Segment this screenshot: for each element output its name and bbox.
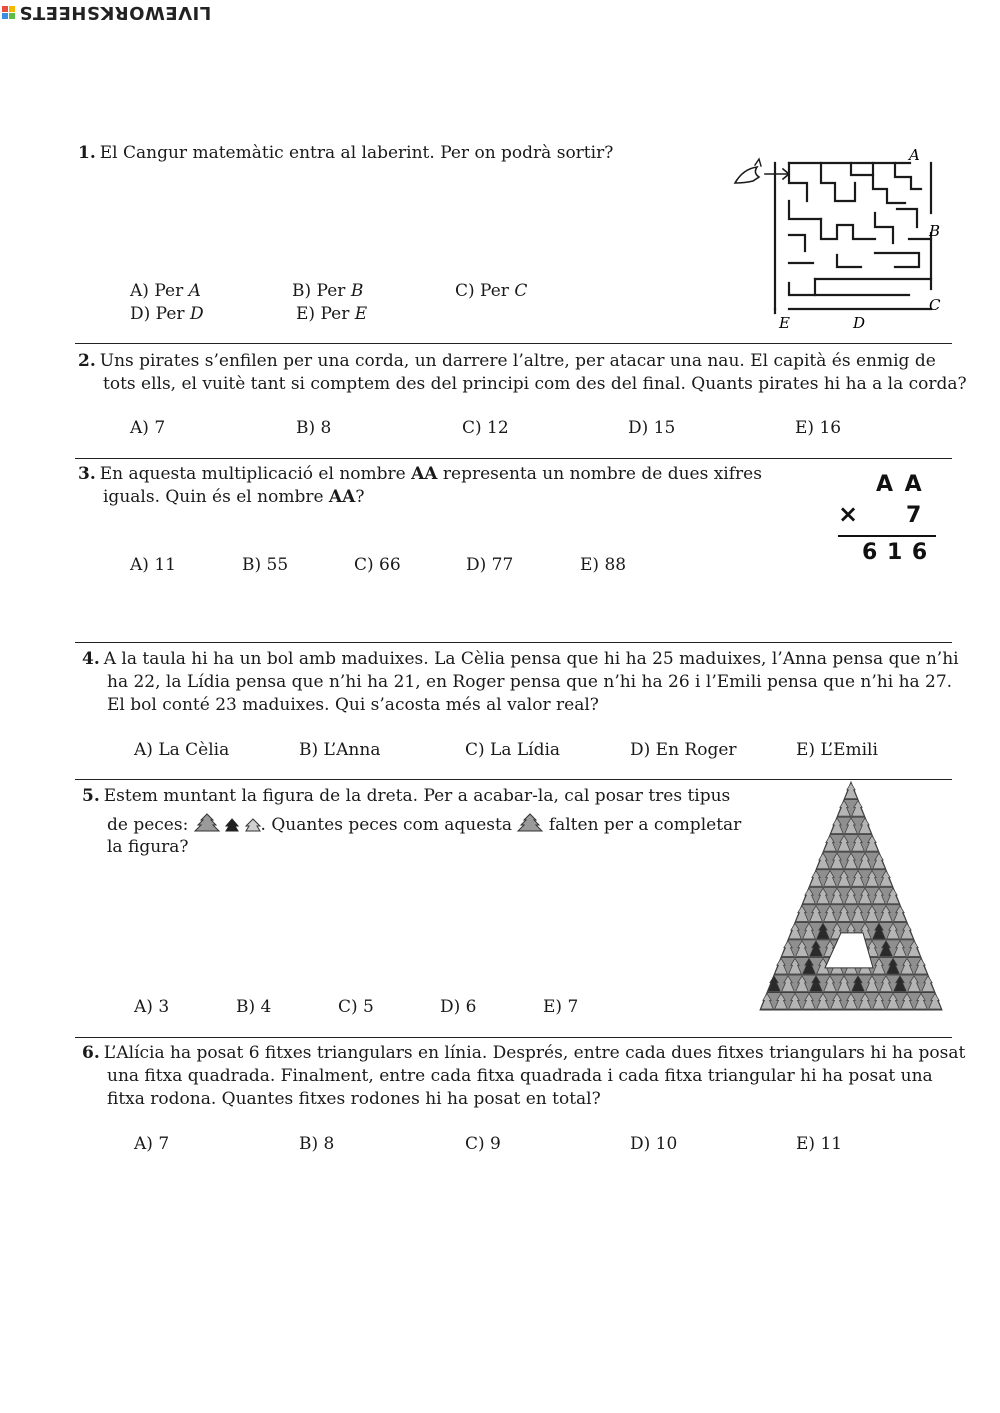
q5-option-d[interactable]: D) 6 <box>440 997 477 1017</box>
piece-large-icon <box>194 813 220 833</box>
q6-option-b[interactable]: B) 8 <box>299 1134 335 1154</box>
q3-option-c[interactable]: C) 66 <box>354 555 401 575</box>
q6-option-a[interactable]: A) 7 <box>134 1134 170 1154</box>
q1-option-c[interactable]: C) Per C <box>455 281 528 301</box>
liveworksheets-logo <box>0 0 211 24</box>
question-5-text-line-2: de peces: . Quantes peces com aquesta falten per a completar <box>107 815 742 835</box>
q4-option-e[interactable]: E) L’Emili <box>796 740 878 760</box>
q5-option-e[interactable]: E) 7 <box>543 997 579 1017</box>
question-6-text-line-2: una fitxa quadrada. Finalment, entre cada fitxa quadrada i cada fitxa triangular hi ha posat una <box>107 1066 933 1086</box>
question-3-text-line-2: iguals. Quin és el nombre AA? <box>103 487 365 507</box>
kangaroo-icon <box>735 167 759 183</box>
q5-option-b[interactable]: B) 4 <box>236 997 272 1017</box>
maze-label-b: B <box>929 222 941 240</box>
q4-option-d[interactable]: D) En Roger <box>630 740 737 760</box>
q6-option-c[interactable]: C) 9 <box>465 1134 501 1154</box>
q2-option-c[interactable]: C) 12 <box>462 418 509 438</box>
arrow-icon <box>765 169 789 179</box>
q2-option-a[interactable]: A) 7 <box>130 418 166 438</box>
maze-label-d: D <box>853 314 866 332</box>
logo-squares-icon <box>2 6 15 19</box>
piece-light-icon <box>245 818 261 832</box>
question-4-text-line-1: 4. A la taula hi ha un bol amb maduixes. La Cèlia pensa que hi ha 25 maduixes, l’Anna pensa que n’hi <box>82 649 959 669</box>
question-5-text-line-3: la figura? <box>107 837 189 857</box>
piece-dark-icon <box>225 818 239 832</box>
q4-option-b[interactable]: B) L’Anna <box>299 740 381 760</box>
question-5-text-line-1: 5. Estem muntant la figura de la dreta. Per a acabar-la, cal posar tres tipus <box>82 786 731 806</box>
multiplication-factor: 7 <box>906 503 922 528</box>
q5-option-a[interactable]: A) 3 <box>134 997 170 1017</box>
multiplication-top: A A <box>876 472 924 497</box>
q6-option-e[interactable]: E) 11 <box>796 1134 843 1154</box>
times-icon: × <box>838 500 859 528</box>
divider <box>75 642 952 643</box>
q3-option-e[interactable]: E) 88 <box>580 555 627 575</box>
q3-option-a[interactable]: A) 11 <box>130 555 176 575</box>
q5-option-c[interactable]: C) 5 <box>338 997 374 1017</box>
maze-label-a: A <box>909 146 920 164</box>
q2-option-e[interactable]: E) 16 <box>795 418 842 438</box>
maze-label-c: C <box>929 296 941 314</box>
q4-option-a[interactable]: A) La Cèlia <box>134 740 230 760</box>
question-1-text: 1. El Cangur matemàtic entra al laberint. Per on podrà sortir? <box>78 143 614 163</box>
maze-label-e: E <box>779 314 790 332</box>
q3-option-d[interactable]: D) 77 <box>466 555 514 575</box>
question-6-text-line-3: fitxa rodona. Quantes fitxes rodones hi ha posat en total? <box>107 1089 601 1109</box>
divider <box>75 779 952 780</box>
multiplication-result: 6 1 6 <box>862 540 929 565</box>
question-2-text-line-2: tots ells, el vuitè tant si comptem des del principi com des del final. Quants pirates hi ha a la corda? <box>103 374 967 394</box>
q1-option-a[interactable]: A) Per A <box>130 281 201 301</box>
question-4-text-line-3: El bol conté 23 maduixes. Qui s’acosta més al valor real? <box>107 695 599 715</box>
divider <box>75 343 952 344</box>
question-3-text-line-1: 3. En aquesta multiplicació el nombre AA representa un nombre de dues xifres <box>78 464 762 484</box>
divider <box>75 458 952 459</box>
q4-option-c[interactable]: C) La Lídia <box>465 740 561 760</box>
triangle-figure <box>760 782 942 1012</box>
q1-option-d[interactable]: D) Per D <box>130 304 204 324</box>
multiplication-line <box>838 535 936 537</box>
logo-text: LIVEWORKSHEETS <box>19 1 212 23</box>
triangle-piece <box>845 783 858 799</box>
question-6-text-line-1: 6. L’Alícia ha posat 6 fitxes triangulars en línia. Després, entre cada dues fitxes triangulars hi ha posat <box>82 1043 966 1063</box>
q1-option-e[interactable]: E) Per E <box>296 304 368 324</box>
q2-option-b[interactable]: B) 8 <box>296 418 332 438</box>
q2-option-d[interactable]: D) 15 <box>628 418 676 438</box>
question-4-text-line-2: ha 22, la Lídia pensa que n’hi ha 21, en Roger pensa que n’hi ha 26 i l’Emili pensa que n’hi ha 27. <box>107 672 953 692</box>
maze-diagram <box>725 143 955 333</box>
q3-option-b[interactable]: B) 55 <box>242 555 289 575</box>
q1-option-b[interactable]: B) Per B <box>292 281 364 301</box>
q6-option-d[interactable]: D) 10 <box>630 1134 678 1154</box>
piece-large-icon <box>517 813 543 833</box>
question-2-text-line-1: 2. Uns pirates s’enfilen per una corda, un darrere l’altre, per atacar una nau. El capità és enmig de <box>78 351 936 371</box>
divider <box>75 1037 952 1038</box>
